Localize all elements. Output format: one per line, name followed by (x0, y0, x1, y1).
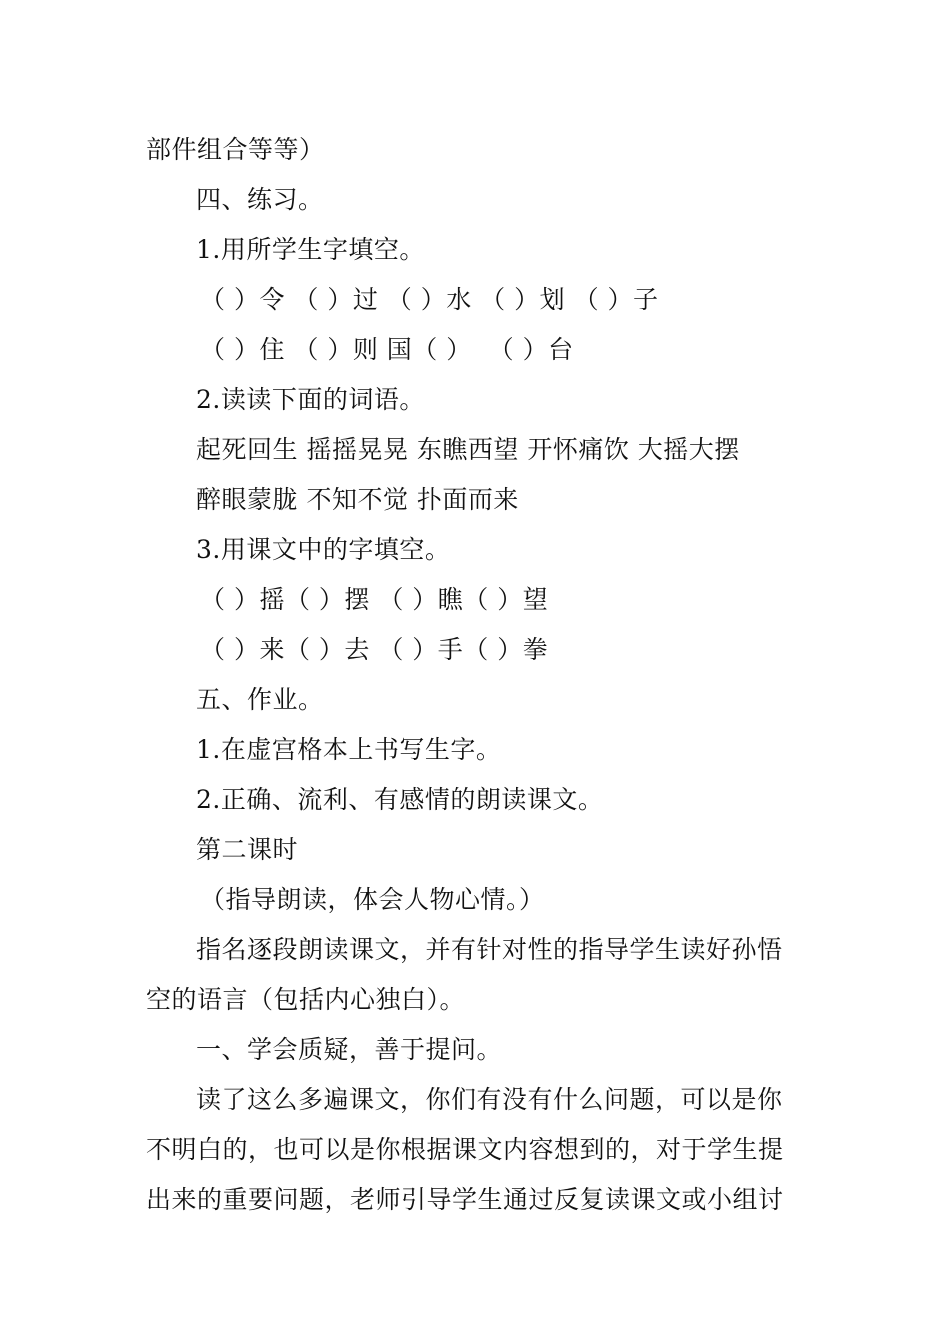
exercise-item: 3.用课文中的字填空。 (196, 535, 451, 564)
paragraph-line: 指名逐段朗读课文，并有针对性的指导学生读好孙悟 (196, 935, 783, 964)
fill-blank-row: （ ）令 （ ）过 （ ）水 （ ）划 （ ）子 (200, 285, 659, 314)
lesson-title: 第二课时 (196, 835, 299, 864)
section-heading-practice: 四、练习。 (196, 185, 324, 214)
word-list-row: 醉眼蒙胧 不知不觉 扑面而来 (196, 485, 519, 514)
exercise-item: 2.读读下面的词语。 (196, 385, 425, 414)
section-heading-questioning: 一、学会质疑，善于提问。 (196, 1035, 503, 1064)
homework-item: 2.正确、流利、有感情的朗读课文。 (196, 785, 604, 814)
exercise-item: 1.用所学生字填空。 (196, 235, 425, 264)
word-list-row: 起死回生 摇摇晃晃 东瞧西望 开怀痛饮 大摇大摆 (196, 435, 740, 464)
paragraph-line: 不明白的，也可以是你根据课文内容想到的，对于学生提 (146, 1135, 784, 1164)
text-line: 部件组合等等） (146, 135, 325, 164)
paragraph-line: 出来的重要问题，老师引导学生通过反复读课文或小组讨 (146, 1185, 784, 1214)
fill-blank-row: （ ）摇（ ）摆 （ ）瞧（ ）望 (200, 585, 549, 614)
lesson-subtitle: （指导朗读，体会人物心情。） (200, 885, 545, 914)
paragraph-line: 空的语言（包括内心独白）。 (146, 985, 466, 1014)
homework-item: 1.在虚宫格本上书写生字。 (196, 735, 502, 764)
fill-blank-row: （ ）住 （ ）则 国（ ） （ ）台 (200, 335, 574, 364)
section-heading-homework: 五、作业。 (196, 685, 324, 714)
fill-blank-row: （ ）来（ ）去 （ ）手（ ）拳 (200, 635, 549, 664)
paragraph-line: 读了这么多遍课文，你们有没有什么问题，可以是你 (196, 1085, 783, 1114)
